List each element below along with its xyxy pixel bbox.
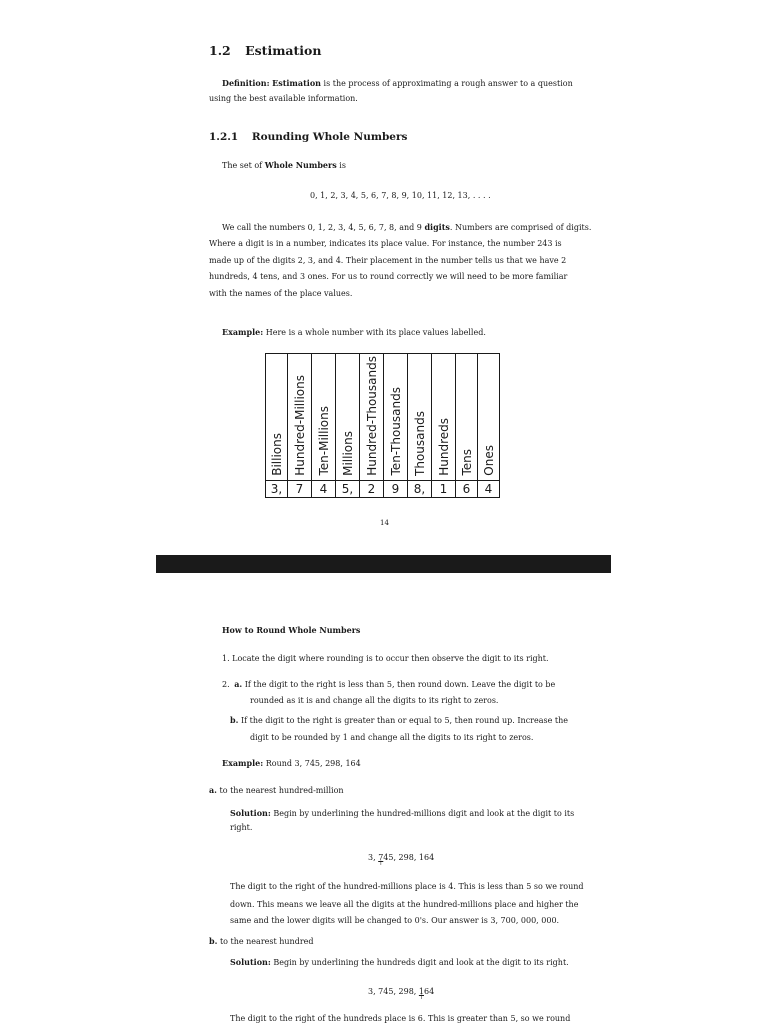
step-2-number: 2. [222, 680, 230, 689]
place-value-label: Ten-Millions [316, 406, 331, 476]
part-b-label: b. [209, 936, 218, 946]
section-heading [209, 43, 321, 58]
step-2b-text: If the digit to the right is greater than or equal to 5, then round up. Increase the [240, 716, 568, 725]
step-2b-label: b. [230, 715, 239, 725]
step-2a-label: a. [234, 679, 243, 689]
digit-cell: 6 [456, 480, 478, 497]
part-a-text: to the nearest hundred-million [219, 786, 344, 795]
subsection-title: Rounding Whole Numbers [251, 131, 408, 143]
subsection-heading [209, 131, 407, 143]
number-b-underlined [368, 987, 435, 1001]
place-value-label: Billions [269, 432, 284, 476]
solution-a-line-1 [230, 808, 574, 819]
number-b-post: 64 [423, 987, 435, 996]
solution-b-label: Solution: [230, 957, 271, 967]
digit-cell: 5, [336, 480, 360, 497]
underlined-digit [418, 987, 424, 1001]
digit-cell: 4 [478, 480, 500, 497]
step-2b-line-1 [230, 715, 568, 726]
place-value-label: Hundred-Millions [292, 374, 307, 476]
step-1: 1. Locate the digit where rounding is to occur then observe the digit to its right. [222, 654, 549, 663]
place-value-cell [456, 354, 478, 481]
place-value-table [265, 353, 500, 498]
place-value-label: Hundred-Thousands [364, 356, 379, 476]
definition-term: Estimation [272, 78, 321, 88]
example-2-text: Round 3, 745, 298, 164 [265, 759, 361, 768]
place-value-cell [360, 354, 384, 481]
explanation-b-line-1: The digit to the right of the hundreds place is 6. This is greater than 5, so we round [230, 1014, 571, 1023]
digit-cell: 4 [312, 480, 336, 497]
section-number: 1.2 [209, 43, 231, 58]
place-value-label: Ones [481, 445, 496, 476]
intro-term: Whole Numbers [264, 160, 337, 170]
rounding-heading: How to Round Whole Numbers [222, 625, 361, 635]
place-value-label: Tens [459, 449, 474, 476]
solution-a-text: Begin by underlining the hundred-millions digit and look at the digit to its [273, 809, 575, 818]
part-b-line [209, 936, 314, 947]
place-value-cell [266, 354, 288, 481]
place-value-cell [432, 354, 456, 481]
example-text: Here is a whole number with its place values labelled. [265, 328, 486, 337]
para-post: . Numbers are comprised of digits. [449, 223, 592, 232]
place-value-label: Millions [340, 430, 355, 476]
number-b-pre: 3, 745, 298, [368, 987, 419, 996]
place-value-label: Ten-Thousands [388, 387, 403, 476]
underlined-digit-value: 1 [418, 987, 424, 996]
up-arrow-icon: ↑ [378, 860, 384, 867]
example-2-line [222, 758, 361, 769]
digit-cell: 7 [288, 480, 312, 497]
digit-cell: 8, [408, 480, 432, 497]
solution-b-text: Begin by underlining the hundreds digit and look at the digit to its right. [273, 958, 569, 967]
explanation-a-line-1: The digit to the right of the hundred-millions place is 4. This is less than 5 so we round [230, 882, 584, 891]
definition-text: is the process of approximating a rough answer to a question [323, 79, 573, 88]
place-value-cell [336, 354, 360, 481]
paragraph-line-5: with the names of the place values. [209, 289, 353, 298]
paragraph-line-1 [222, 222, 591, 233]
section-title: Estimation [245, 43, 322, 58]
page-number: 14 [380, 519, 389, 527]
number-a-post: 45, 298, 164 [383, 853, 435, 862]
definition-line-2: using the best available information. [209, 94, 358, 103]
place-value-cell [478, 354, 500, 481]
part-a-line [209, 785, 344, 796]
place-value-cell [408, 354, 432, 481]
example-line [222, 327, 486, 338]
whole-numbers-intro [222, 160, 346, 171]
step-2a-line-2: rounded as it is and change all the digits to its right to zeros. [250, 696, 499, 705]
example-2-label: Example: [222, 758, 264, 768]
digit-row [266, 480, 500, 497]
intro-post: is [339, 161, 346, 170]
example-label: Example: [222, 327, 264, 337]
part-a-label: a. [209, 785, 217, 795]
subsection-number: 1.2.1 [209, 131, 239, 143]
intro-pre: The set of [222, 161, 263, 170]
digit-cell: 3, [266, 480, 288, 497]
whole-number-set: 0, 1, 2, 3, 4, 5, 6, 7, 8, 9, 10, 11, 12, 13, . . . . [310, 191, 491, 200]
up-arrow-icon: ↑ [418, 994, 424, 1001]
underlined-digit [378, 853, 384, 867]
solution-a-label: Solution: [230, 808, 271, 818]
solution-b-line-1 [230, 957, 569, 968]
para-term: digits [424, 222, 450, 232]
paragraph-line-3: made up of the digits 2, 3, and 4. Their placement in the number tells us that we have 2 [209, 256, 567, 265]
definition-line [222, 78, 573, 89]
page-divider [156, 555, 611, 573]
place-value-cell [384, 354, 408, 481]
part-b-text: to the nearest hundred [219, 937, 314, 946]
number-a-pre: 3, [368, 853, 379, 862]
digit-cell: 9 [384, 480, 408, 497]
explanation-a-line-2: down. This means we leave all the digits at the hundred-millions place and higher the [230, 900, 579, 909]
solution-a-line-2: right. [230, 823, 253, 832]
step-2b-line-2: digit to be rounded by 1 and change all the digits to its right to zeros. [250, 733, 534, 742]
paragraph-line-2: Where a digit is in a number, indicates its place value. For instance, the number 243 is [209, 239, 562, 248]
explanation-a-line-3: same and the lower digits will be changed to 0's. Our answer is 3, 700, 000, 000. [230, 916, 560, 925]
paragraph-line-4: hundreds, 4 tens, and 3 ones. For us to round correctly we will need to be more familiar [209, 272, 568, 281]
step-2a-text: If the digit to the right is less than 5, then round down. Leave the digit to be [244, 680, 556, 689]
place-value-cell [288, 354, 312, 481]
place-value-cell [312, 354, 336, 481]
digit-cell: 1 [432, 480, 456, 497]
number-a-underlined [368, 853, 435, 867]
step-2a-line-1 [222, 679, 555, 690]
place-value-label: Hundreds [436, 417, 451, 476]
place-value-label: Thousands [412, 410, 427, 476]
definition-label: Definition: [222, 78, 270, 88]
digit-cell: 2 [360, 480, 384, 497]
place-value-header-row [266, 354, 500, 481]
para-pre: We call the numbers 0, 1, 2, 3, 4, 5, 6, 7, 8, and 9 [222, 223, 422, 232]
underlined-digit-value: 7 [378, 853, 384, 862]
